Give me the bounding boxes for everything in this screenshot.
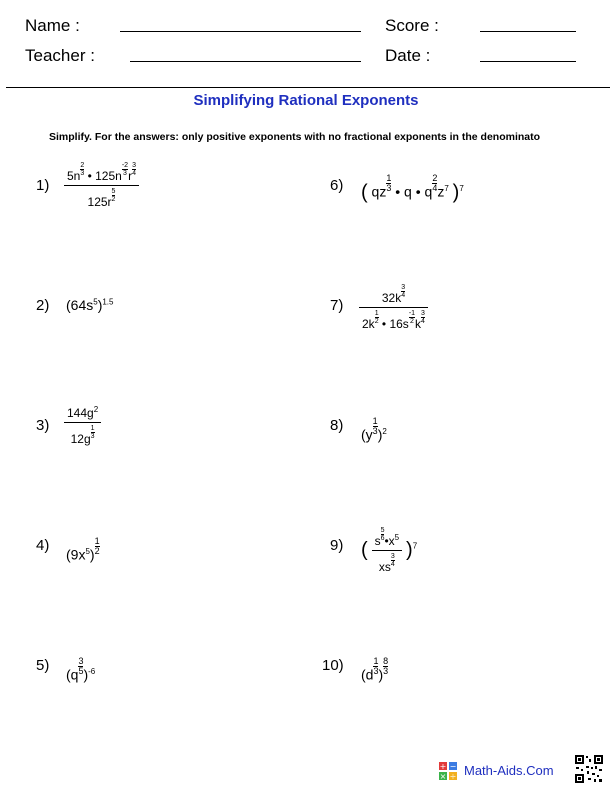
problem-number: 6) [330, 177, 344, 194]
svg-text:+: + [439, 762, 447, 771]
date-line[interactable] [480, 61, 576, 62]
brand-link[interactable]: Math-Aids.Com [464, 763, 554, 778]
problem-10-expression: (d $\frac{1}{3}$ ) $\frac{8}{3}$ [361, 656, 389, 683]
problem-4-expression: $(9x^5)$ $\frac{1}{2}$ [66, 536, 100, 563]
score-line[interactable] [480, 31, 576, 32]
calculator-icon [439, 762, 457, 780]
problem-9-expression: ( s $\frac{5}{6}$ $•x^5$ xs $\frac{3}{4}$ )$^7$ [361, 527, 418, 574]
problem-2-expression: $(64s^5)^{1.5}$ [66, 297, 114, 313]
problem-number: 2) [36, 297, 50, 314]
problem-number: 8) [330, 417, 344, 434]
problem-1-expression: 5n $\frac{2}{3}$ • 125n $\frac{-2}{3}$ r $\frac{3}{4}$ 125r $\frac{5}{2}$ [64, 162, 139, 209]
svg-text:−: − [449, 762, 457, 771]
problem-6-expression: ( qz $\frac{1}{3}$ • q • q $\frac{2}{4}$ $z^7$ )$^7$ [361, 173, 464, 204]
problem-number: 3) [36, 417, 50, 434]
problem-3-expression: $144g^2$ 12g $\frac{1}{3}$ [64, 406, 101, 446]
instructions: Simplify. For the answers: only positive exponents with no fractional exponents in the denominato [49, 131, 541, 143]
problem-number: 4) [36, 537, 50, 554]
problem-number: 7) [330, 297, 344, 314]
name-line[interactable] [120, 31, 361, 32]
problem-number: 9) [330, 537, 344, 554]
problem-number: 1) [36, 177, 50, 194]
problem-7-expression: 32k $\frac{3}{4}$ 2k $\frac{1}{2}$ • 16s $\frac{-1}{2}$ k $\frac{3}{4}$ [359, 284, 428, 331]
problem-5-expression: (q $\frac{3}{5}$ )$^{-6}$ [66, 656, 96, 683]
problem-number: 5) [36, 657, 50, 674]
teacher-line[interactable] [130, 61, 361, 62]
header-divider [6, 87, 610, 88]
score-label: Score : [385, 16, 439, 35]
qr-code-icon [574, 754, 604, 784]
problem-number: 10) [322, 657, 344, 674]
teacher-label: Teacher : [25, 46, 95, 65]
worksheet-title: Simplifying Rational Exponents [193, 92, 419, 109]
svg-text:÷: ÷ [449, 772, 457, 780]
svg-text:×: × [439, 772, 447, 780]
date-label: Date : [385, 46, 431, 65]
problem-8-expression: (y $\frac{1}{3}$ )$^2$ [361, 416, 387, 443]
name-label: Name : [25, 16, 80, 35]
